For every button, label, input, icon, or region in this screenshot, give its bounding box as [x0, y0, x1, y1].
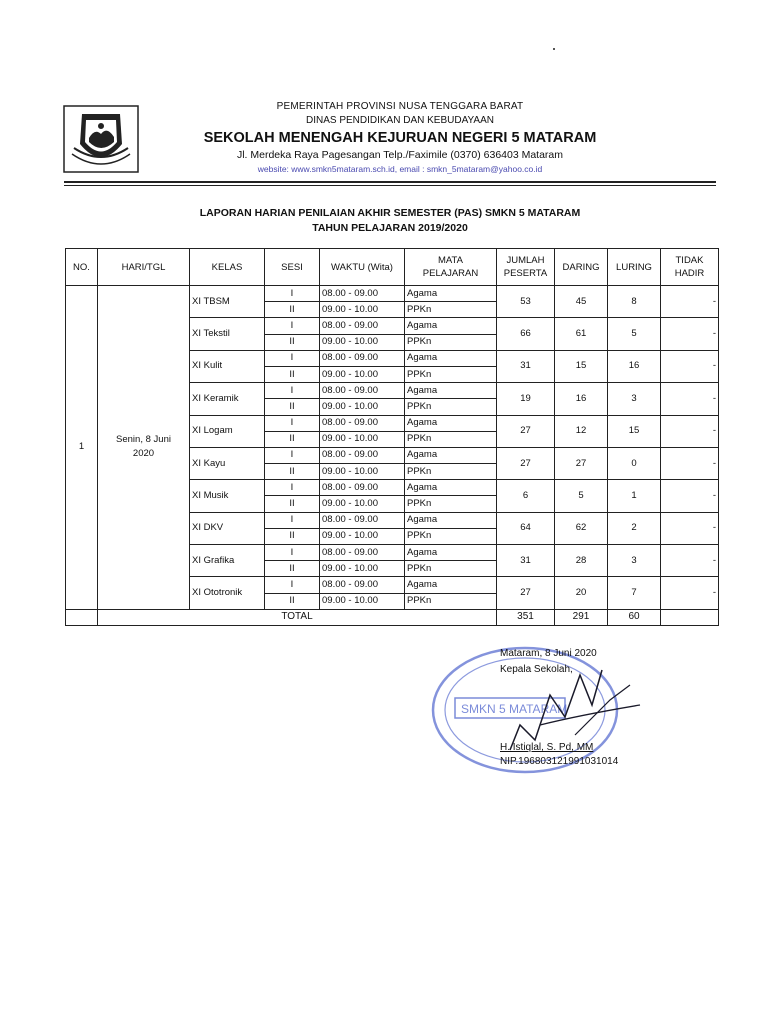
signature-place-date: Mataram, 8 Juni 2020 — [500, 648, 597, 659]
row-mapel: PPKn — [405, 528, 497, 544]
row-daring: 27 — [555, 447, 608, 479]
total-jumlah: 351 — [497, 609, 555, 625]
row-waktu: 08.00 - 09.00 — [320, 286, 405, 302]
row-daring: 20 — [555, 577, 608, 609]
row-tidak-hadir: - — [661, 415, 719, 447]
row-mapel: Agama — [405, 577, 497, 593]
row-luring: 5 — [608, 318, 661, 350]
row-waktu: 09.00 - 10.00 — [320, 366, 405, 382]
row-mapel: Agama — [405, 545, 497, 561]
row-daring: 45 — [555, 286, 608, 318]
row-day-date: Senin, 8 Juni — [116, 434, 171, 446]
row-waktu: 08.00 - 09.00 — [320, 480, 405, 496]
row-kelas: XI Musik — [190, 480, 265, 512]
row-luring: 15 — [608, 415, 661, 447]
row-day — [98, 286, 190, 610]
row-sesi: II — [265, 561, 320, 577]
row-kelas: XI Ototronik — [190, 577, 265, 609]
row-luring: 3 — [608, 383, 661, 415]
row-mapel: PPKn — [405, 431, 497, 447]
row-luring: 1 — [608, 480, 661, 512]
row-waktu: 09.00 - 10.00 — [320, 431, 405, 447]
row-waktu: 08.00 - 09.00 — [320, 350, 405, 366]
header-mapel-line2: PELAJARAN — [422, 268, 479, 279]
total-luring: 60 — [608, 609, 661, 625]
row-jumlah: 66 — [497, 318, 555, 350]
row-sesi: II — [265, 366, 320, 382]
row-waktu: 09.00 - 10.00 — [320, 399, 405, 415]
row-luring: 3 — [608, 545, 661, 577]
row-mapel: PPKn — [405, 399, 497, 415]
table-row — [66, 286, 719, 302]
row-daring: 28 — [555, 545, 608, 577]
row-tidak-hadir: - — [661, 318, 719, 350]
row-mapel: PPKn — [405, 561, 497, 577]
row-sesi: I — [265, 350, 320, 366]
row-tidak-hadir: - — [661, 350, 719, 382]
scan-speck — [553, 48, 555, 50]
row-mapel: PPKn — [405, 496, 497, 512]
total-daring: 291 — [555, 609, 608, 625]
header-tidak-line1: TIDAK — [675, 255, 704, 266]
header-jumlah-line1: JUMLAH — [506, 255, 545, 266]
agency-line: DINAS PENDIDIKAN DAN KEBUDAYAAN — [305, 115, 494, 126]
total-tidak-hadir — [661, 609, 719, 625]
row-daring: 12 — [555, 415, 608, 447]
row-kelas: XI Kulit — [190, 350, 265, 382]
header-jumlah — [497, 249, 555, 286]
row-sesi: II — [265, 431, 320, 447]
row-sesi: I — [265, 383, 320, 399]
row-waktu: 09.00 - 10.00 — [320, 528, 405, 544]
row-jumlah: 31 — [497, 545, 555, 577]
row-waktu: 09.00 - 10.00 — [320, 334, 405, 350]
row-day-year: 2020 — [132, 448, 155, 460]
header-mapel-line1: MATA — [438, 255, 463, 266]
row-jumlah: 6 — [497, 480, 555, 512]
row-sesi: II — [265, 302, 320, 318]
report-title — [60, 206, 720, 236]
row-mapel: PPKn — [405, 366, 497, 382]
row-sesi: I — [265, 577, 320, 593]
letterhead — [160, 100, 640, 176]
row-sesi: II — [265, 528, 320, 544]
row-mapel: PPKn — [405, 334, 497, 350]
provincial-emblem-logo — [62, 104, 140, 174]
signature-role: Kepala Sekolah, — [500, 664, 573, 675]
header-mapel — [405, 249, 497, 286]
row-sesi: II — [265, 399, 320, 415]
row-waktu: 09.00 - 10.00 — [320, 593, 405, 609]
row-tidak-hadir: - — [661, 480, 719, 512]
row-sesi: I — [265, 512, 320, 528]
row-kelas: XI Grafika — [190, 545, 265, 577]
row-tidak-hadir: - — [661, 383, 719, 415]
row-luring: 0 — [608, 447, 661, 479]
header-kelas: KELAS — [190, 249, 265, 286]
row-kelas: XI TBSM — [190, 286, 265, 318]
row-waktu: 09.00 - 10.00 — [320, 561, 405, 577]
row-mapel: Agama — [405, 318, 497, 334]
row-sesi: I — [265, 318, 320, 334]
row-daring: 62 — [555, 512, 608, 544]
row-daring: 61 — [555, 318, 608, 350]
header-sesi: SESI — [265, 249, 320, 286]
row-luring: 16 — [608, 350, 661, 382]
row-mapel: Agama — [405, 512, 497, 528]
school-address: Jl. Merdeka Raya Pagesangan Telp./Faximile (0370) 636403 Mataram — [236, 149, 564, 161]
header-luring: LURING — [608, 249, 661, 286]
row-kelas: XI Tekstil — [190, 318, 265, 350]
row-mapel: Agama — [405, 286, 497, 302]
row-daring: 5 — [555, 480, 608, 512]
row-waktu: 08.00 - 09.00 — [320, 512, 405, 528]
row-kelas: XI Kayu — [190, 447, 265, 479]
row-tidak-hadir: - — [661, 286, 719, 318]
school-name: SEKOLAH MENENGAH KEJURUAN NEGERI 5 MATARAM — [203, 130, 597, 146]
signature-name: H. Istiqlal, S. Pd, MM — [500, 742, 594, 753]
row-mapel: PPKn — [405, 593, 497, 609]
row-waktu: 08.00 - 09.00 — [320, 577, 405, 593]
row-waktu: 08.00 - 09.00 — [320, 545, 405, 561]
row-waktu: 09.00 - 10.00 — [320, 302, 405, 318]
row-kelas: XI Keramik — [190, 383, 265, 415]
row-jumlah: 64 — [497, 512, 555, 544]
stamp-text: SMKN 5 MATARAM — [461, 702, 568, 716]
row-tidak-hadir: - — [661, 512, 719, 544]
row-sesi: I — [265, 480, 320, 496]
total-label: TOTAL — [98, 609, 497, 625]
signature-nip: NIP.196803121991031014 — [500, 756, 619, 767]
row-daring: 15 — [555, 350, 608, 382]
header-hari: HARI/TGL — [98, 249, 190, 286]
row-sesi: I — [265, 545, 320, 561]
row-tidak-hadir: - — [661, 447, 719, 479]
row-mapel: Agama — [405, 415, 497, 431]
row-kelas: XI DKV — [190, 512, 265, 544]
total-row — [66, 609, 719, 625]
header-no: NO. — [66, 249, 98, 286]
row-waktu: 09.00 - 10.00 — [320, 464, 405, 480]
report-title-line: LAPORAN HARIAN PENILAIAN AKHIR SEMESTER (PAS) SMKN 5 MATARAM — [199, 207, 581, 219]
row-luring: 2 — [608, 512, 661, 544]
row-jumlah: 31 — [497, 350, 555, 382]
row-sesi: I — [265, 447, 320, 463]
row-mapel: Agama — [405, 480, 497, 496]
attendance-table — [65, 248, 719, 626]
row-sesi: II — [265, 593, 320, 609]
row-sesi: II — [265, 496, 320, 512]
row-mapel: PPKn — [405, 464, 497, 480]
table-header-row — [66, 249, 719, 286]
header-waktu: WAKTU (Wita) — [320, 249, 405, 286]
row-kelas: XI Logam — [190, 415, 265, 447]
row-mapel: Agama — [405, 350, 497, 366]
header-daring: DARING — [555, 249, 608, 286]
row-sesi: I — [265, 415, 320, 431]
row-mapel: Agama — [405, 447, 497, 463]
report-year-line: TAHUN PELAJARAN 2019/2020 — [312, 222, 468, 234]
row-jumlah: 19 — [497, 383, 555, 415]
header-jumlah-line2: PESERTA — [503, 268, 548, 279]
row-sesi: I — [265, 286, 320, 302]
total-blank-no — [66, 609, 98, 625]
row-luring: 8 — [608, 286, 661, 318]
government-line: PEMERINTAH PROVINSI NUSA TENGGARA BARAT — [276, 101, 524, 112]
row-luring: 7 — [608, 577, 661, 609]
row-waktu: 08.00 - 09.00 — [320, 415, 405, 431]
row-sesi: II — [265, 334, 320, 350]
row-waktu: 09.00 - 10.00 — [320, 496, 405, 512]
letterhead-rule-thick — [64, 181, 716, 183]
school-website: website: www.smkn5mataram.sch.id, email : smkn_5mataram@yahoo.co.id — [257, 164, 543, 174]
row-jumlah: 27 — [497, 447, 555, 479]
row-mapel: PPKn — [405, 302, 497, 318]
row-no: 1 — [66, 286, 98, 610]
row-sesi: II — [265, 464, 320, 480]
row-mapel: Agama — [405, 383, 497, 399]
row-tidak-hadir: - — [661, 577, 719, 609]
letterhead-rule-thin — [64, 185, 716, 186]
row-waktu: 08.00 - 09.00 — [320, 383, 405, 399]
row-waktu: 08.00 - 09.00 — [320, 447, 405, 463]
row-tidak-hadir: - — [661, 545, 719, 577]
row-jumlah: 27 — [497, 577, 555, 609]
header-tidak-line2: HADIR — [674, 268, 705, 279]
header-tidak-hadir — [661, 249, 719, 286]
row-daring: 16 — [555, 383, 608, 415]
row-jumlah: 53 — [497, 286, 555, 318]
row-jumlah: 27 — [497, 415, 555, 447]
row-waktu: 08.00 - 09.00 — [320, 318, 405, 334]
